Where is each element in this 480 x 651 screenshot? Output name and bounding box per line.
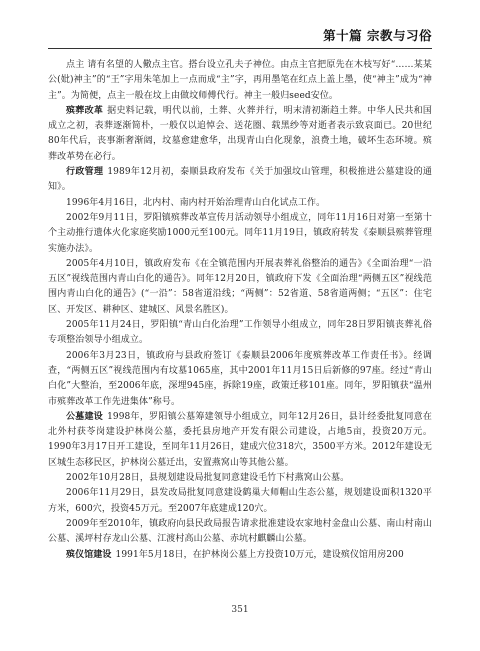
paragraph-text: 1998年，罗阳镇公墓筹建领导小组成立，同年12月26日，县计经委批复同意在北外村获苓岗建设护林岗公墓，委托县房地产开发有限公司建设，占地5亩，投资20万元。1990年3月17日开工建设，至同年11月26日，建成穴位318穴，3500平方米。2012年建设无区城生态移民区，护林岗公墓迁出，安置燕窝山等其他公墓。 [48,411,432,468]
paragraph-text: 2005年4月10日，镇政府发布《在全镇范围内开展表葬礼俗整治的通告》《全面治理“一沿五区”视线范围内青山白化的通告》。同年12月20日，镇政府下发《全面治理“两侧五区”视线范围内青山白化的通告》(“一沿”：58省道沿线；“两侧”：52省道、58省道两侧；“五区”：住宅区、开发区、耕种区、建城区、风景名胜区)。 [48,258,432,315]
paragraph-text: 1989年12月初，泰顺县政府发布《关于加强坟山管理，积极推进公墓建设的通知》。 [48,167,432,193]
paragraph [48,196,432,211]
section-lead: 行政管理 [66,167,104,178]
paragraph [48,349,432,410]
body-text [48,58,432,578]
paragraph-text: 2002年9月11日，罗阳镇殡葬改革宣传月活动领导小组成立，同年11月16日对第一至第十个主动推行遗体火化家庭奖励1000元至100元。同年11月19日，镇政府转发《泰顺县殡葬管理实施办法》。 [48,212,432,254]
paragraph-text: 2009年至2010年，镇政府向县民政局报告请求批准建设农家地村金盘山公墓、南山村南山公墓、溪坪村存龙山公墓、江渡村高山公墓、赤坑村麒麟山公墓。 [48,518,432,545]
paragraph [48,548,432,563]
paragraph [48,486,432,517]
paragraph [48,165,432,196]
paragraph-text: 1991年5月18日，在护林岗公墓上方投资10万元，建设殡仪馆用房200 [115,549,404,560]
paragraph-text: 点主 请有名望的人儆点主官。搭台设立孔夫子神位。由点主官把原先在木枝写好“……某某公(妣)神主”的“王”字用朱笔加上一点而成“主”字，再用墨笔在红点上盖上墨，使“神主”成为“神主”。为简便，点主一般在坟上由做坟师傅代行。神主一般归seed安位。 [48,60,432,101]
paragraph [48,471,432,486]
paragraph [48,318,432,349]
paragraph-text: 2006年3月23日，镇政府与县政府签订《泰顺县2006年度殡葬改革工作责任书》。经调查，“两侧五区”视线范围内有坟墓1065座，其中2001年11月15日后新修的97座。经过“青山白化”大整治，至2006年底，深埋945座，拆除19座，政策迁移101座。同年，罗阳镇获“温州市殡葬改革工作先进集体”称号。 [48,350,432,407]
paragraph [48,257,432,318]
section-lead: 殡仪馆建设 [66,549,112,560]
section-lead: 公墓建设 [66,411,104,422]
page-number: 351 [231,605,249,615]
paragraph-text: 据史料记载，明代以前，土葬、火葬并行，明末清初渐趋土葬。中华人民共和国成立之初，表葬逐渐简朴，一般仅以追悼会、送花圈、载黑纱等对逝者表示致哀面已。20世纪80年代后，丧事渐奢渐阔，坟墓愈建愈华，出现青山白化现象，浪费土地，破坏生态环境。殡葬改革势在必行。 [48,105,432,162]
paragraph-text: 1996年4月16日，北内村、南内村开始治理青山白化试点工作。 [66,197,326,208]
paragraph [48,104,432,165]
paragraph [48,211,432,257]
paragraph-text: 2002年10月28日，县规划建设局批复同意建设毛竹下村燕窝山公墓。 [66,473,350,484]
section-lead: 殡葬改革 [66,105,104,116]
page-header [0,22,480,48]
paragraph [48,410,432,471]
paragraph-text: 2006年11月29日，县发改局批复同意建设鹤巢大师帽山生态公墓，规划建设面积1320平方米，600穴，投资45万元。至2007年底建成120穴。 [48,488,432,514]
paragraph [48,58,432,104]
paragraph [48,517,432,548]
paragraph-text: 2005年11月24日，罗阳镇“青山白化治理”工作领导小组成立，同年28日罗阳镇丧葬礼俗专项整治领导小组成立。 [48,320,432,346]
chapter-title: 第十篇 宗教与习俗 [323,28,432,43]
header-rule [48,48,432,49]
